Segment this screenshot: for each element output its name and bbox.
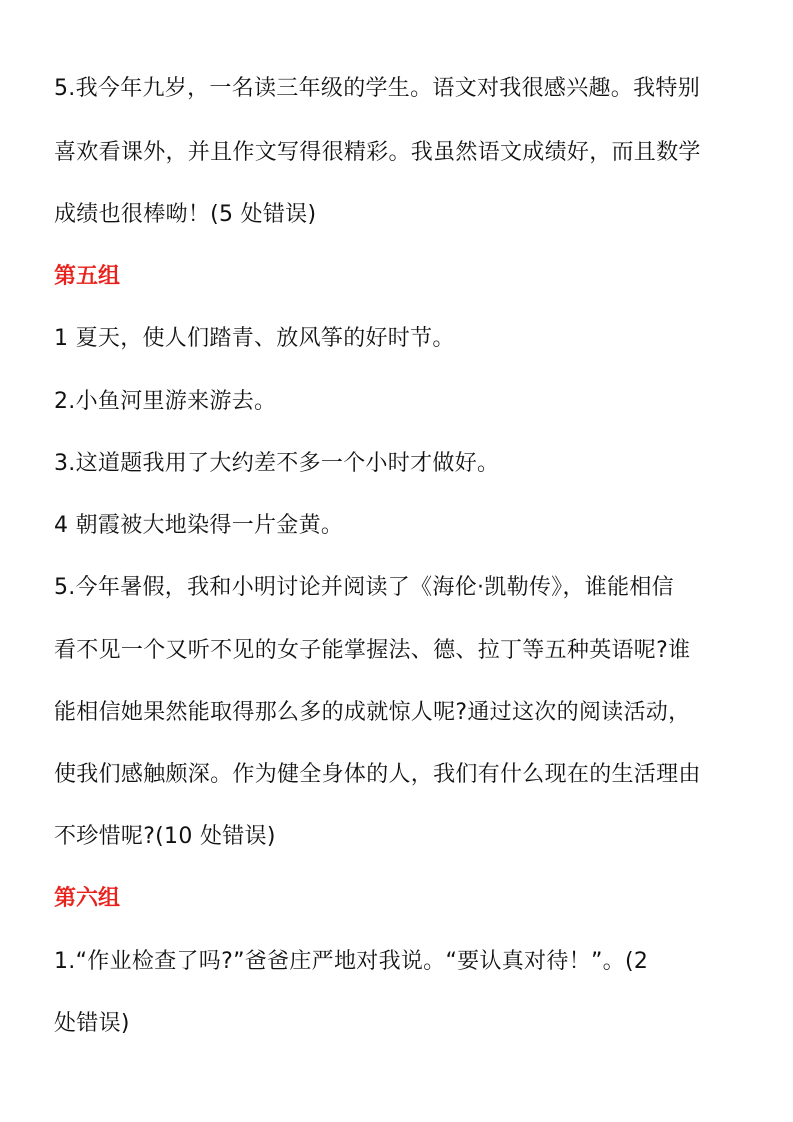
g5-item2: 2.小鱼河里游来游去。 (54, 389, 277, 414)
g5-item4: 4 朝霞被大地染得一片金黄。 (54, 513, 344, 538)
g5-item5-line1: 5.今年暑假，我和小明讨论并阅读了《海伦·凯勒传》，谁能相信 (54, 575, 674, 600)
g5-item5-line5: 不珍惜呢?(10 处错误) (54, 824, 276, 849)
g6-item1-line1: 1.“作业检查了吗?”爸爸庄严地对我说。“要认真对待！”。(2 (54, 949, 649, 974)
g5-item5-line3: 能相信她果然能取得那么多的成就惊人呢?通过这次的阅读活动， (54, 700, 691, 725)
g5-item5-line2: 看不见一个又听不见的女子能掌握法、德、拉丁等五种英语呢?谁 (54, 638, 691, 663)
g5-item1: 1 夏天，使人们踏青、放风筝的好时节。 (54, 326, 455, 351)
g4-item5-line1: 5.我今年九岁，一名读三年级的学生。语文对我很感兴趣。我特别 (54, 76, 700, 101)
g5-item3: 3.这道题我用了大约差不多一个小时才做好。 (54, 451, 500, 476)
g6-item1-line2: 处错误) (54, 1011, 130, 1036)
g4-item5-line2: 喜欢看课外，并且作文写得很精彩。我虽然语文成绩好，而且数学 (54, 140, 701, 165)
g4-item5-line3: 成绩也很棒呦！(5 处错误) (54, 202, 317, 227)
group5-heading: 第五组 (54, 264, 121, 289)
g5-item5-line4: 使我们感触颇深。作为健全身体的人，我们有什么现在的生活理由 (54, 762, 701, 787)
group6-heading: 第六组 (54, 886, 121, 911)
